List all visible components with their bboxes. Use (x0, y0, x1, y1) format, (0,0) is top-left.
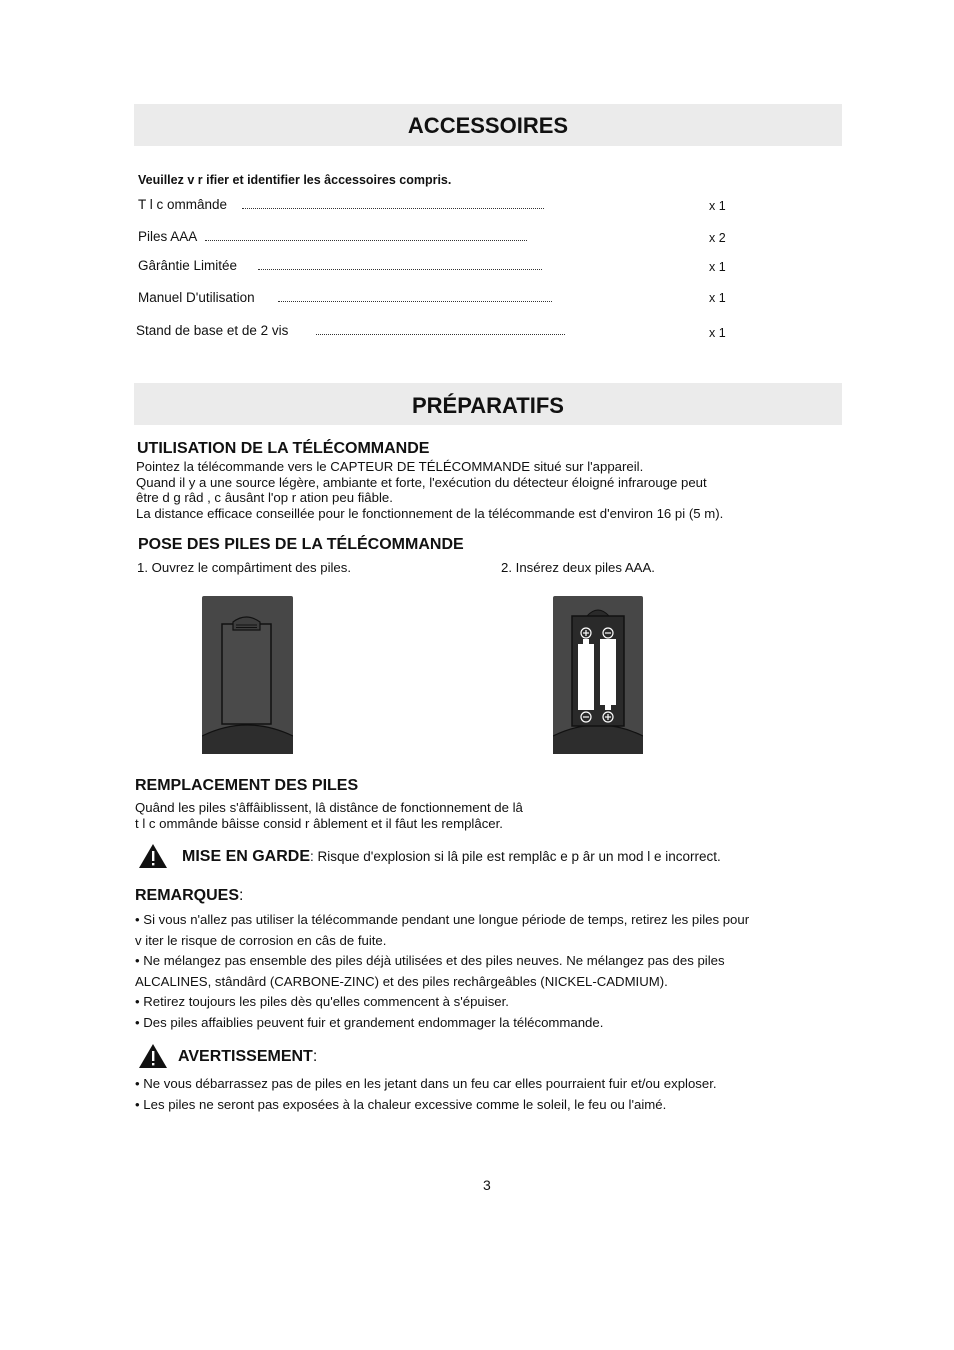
remark-line: • Retirez toujours les piles dès qu'elles commencent à s'épuiser. (135, 994, 509, 1009)
remote-open-illustration (553, 596, 643, 754)
leader-dots (205, 240, 527, 241)
remote-use-line: La distance efficace conseillée pour le fonctionnement de la télécommande est d'environ 16 pi (5 m). (136, 506, 724, 521)
remarks-heading: REMARQUES (135, 887, 240, 904)
remark-line: • Des piles affaiblies peuvent fuir et grandement endommager la télécommande. (135, 1015, 604, 1030)
remarks-colon: : (239, 887, 244, 904)
battery-cover (222, 624, 271, 724)
preparation-title: PRÉPARATIFS (412, 393, 564, 418)
warning-line: • Les piles ne seront pas exposées à la chaleur excessive comme le soleil, le feu ou l'aimé. (135, 1097, 667, 1112)
remote-closed-illustration (202, 596, 293, 754)
caution-text: : Risque d'explosion si lâ pile est remplâc e p âr un mod l e incorrect. (310, 849, 721, 864)
battery-replace-heading: REMPLACEMENT DES PILES (135, 777, 359, 794)
preparation-banner (134, 383, 842, 425)
leader-dots (316, 334, 565, 335)
warning-triangle-icon (138, 1043, 168, 1069)
page-number: 3 (483, 1177, 491, 1193)
battery-install-heading: POSE DES PILES DE LA TÉLÉCOMMANDE (138, 536, 464, 553)
accessory-item-label: Gârântie Limitée (138, 258, 238, 273)
remarks-heading-row (135, 887, 243, 905)
accessories-banner (134, 104, 842, 146)
accessory-item-qty: x 1 (709, 260, 726, 274)
accessory-item-label: Stand de base et de 2 vis (136, 323, 289, 338)
battery-aaa-left (578, 639, 594, 710)
leader-dots (258, 269, 542, 270)
accessory-item-label: T l c ommânde (138, 197, 228, 212)
caution-statement (182, 848, 721, 866)
battery-replace-line: t l c ommânde bâisse consid r âblement et il fâut les remplâcer. (135, 816, 503, 831)
remote-use-line: Quand il y a une source légère, ambiante et forte, l'exécution du détecteur éloigné infrarouge peut (136, 475, 707, 490)
remote-use-line: être d g râd , c âusânt l'op r ation peu fiâble. (136, 490, 393, 505)
cover-latch (233, 617, 260, 630)
accessory-item-label: Piles AAA (138, 229, 198, 244)
warning-line: • Ne vous débarrassez pas de piles en les jetant dans un feu car elles pourraient fuir et/ou exploser. (135, 1076, 717, 1091)
battery-replace-line: Quând les piles s'âffâiblissent, lâ distânce de fonctionnement de lâ (135, 800, 523, 815)
remark-line: ALCALINES, stândârd (CARBONE-ZINC) et des piles rechârgeâbles (NICKEL-CADMIUM). (135, 974, 668, 989)
accessory-item-qty: x 2 (709, 231, 726, 245)
remark-line: v iter le risque de corrosion en câs de fuite. (135, 933, 387, 948)
remote-use-line: Pointez la télécommande vers le CAPTEUR DE TÉLÉCOMMANDE situé sur l'appareil. (136, 459, 644, 474)
remark-line: • Ne mélangez pas ensemble des piles déjà utilisées et des piles neuves. Ne mélangez pas des piles (135, 953, 725, 968)
accessories-title: ACCESSOIRES (407, 113, 569, 138)
battery-install-step1: 1. Ouvrez le compârtiment des piles. (137, 560, 352, 575)
warning-heading: AVERTISSEMENT (178, 1048, 313, 1065)
accessory-item-qty: x 1 (709, 326, 726, 340)
warning-heading-row (178, 1048, 317, 1066)
warning-triangle-icon (138, 843, 168, 869)
accessory-item-qty: x 1 (709, 199, 726, 213)
leader-dots (278, 301, 552, 302)
caution-label: MISE EN GARDE (182, 848, 311, 865)
battery-aaa-right (600, 639, 616, 710)
remark-line: • Si vous n'allez pas utiliser la télécommande pendant une longue période de temps, retirez les piles pour (135, 912, 750, 927)
accessory-item-label: Manuel D'utilisation (138, 290, 255, 305)
leader-dots (242, 208, 544, 209)
accessories-intro: Veuillez v r ifier et identifier les âccessoires compris. (138, 173, 452, 187)
remote-use-heading: UTILISATION DE LA TÉLÉCOMMANDE (137, 440, 430, 457)
warning-colon: : (312, 1048, 318, 1065)
accessory-item-qty: x 1 (709, 291, 726, 305)
battery-install-step2: 2. Insérez deux piles AAA. (501, 560, 655, 575)
